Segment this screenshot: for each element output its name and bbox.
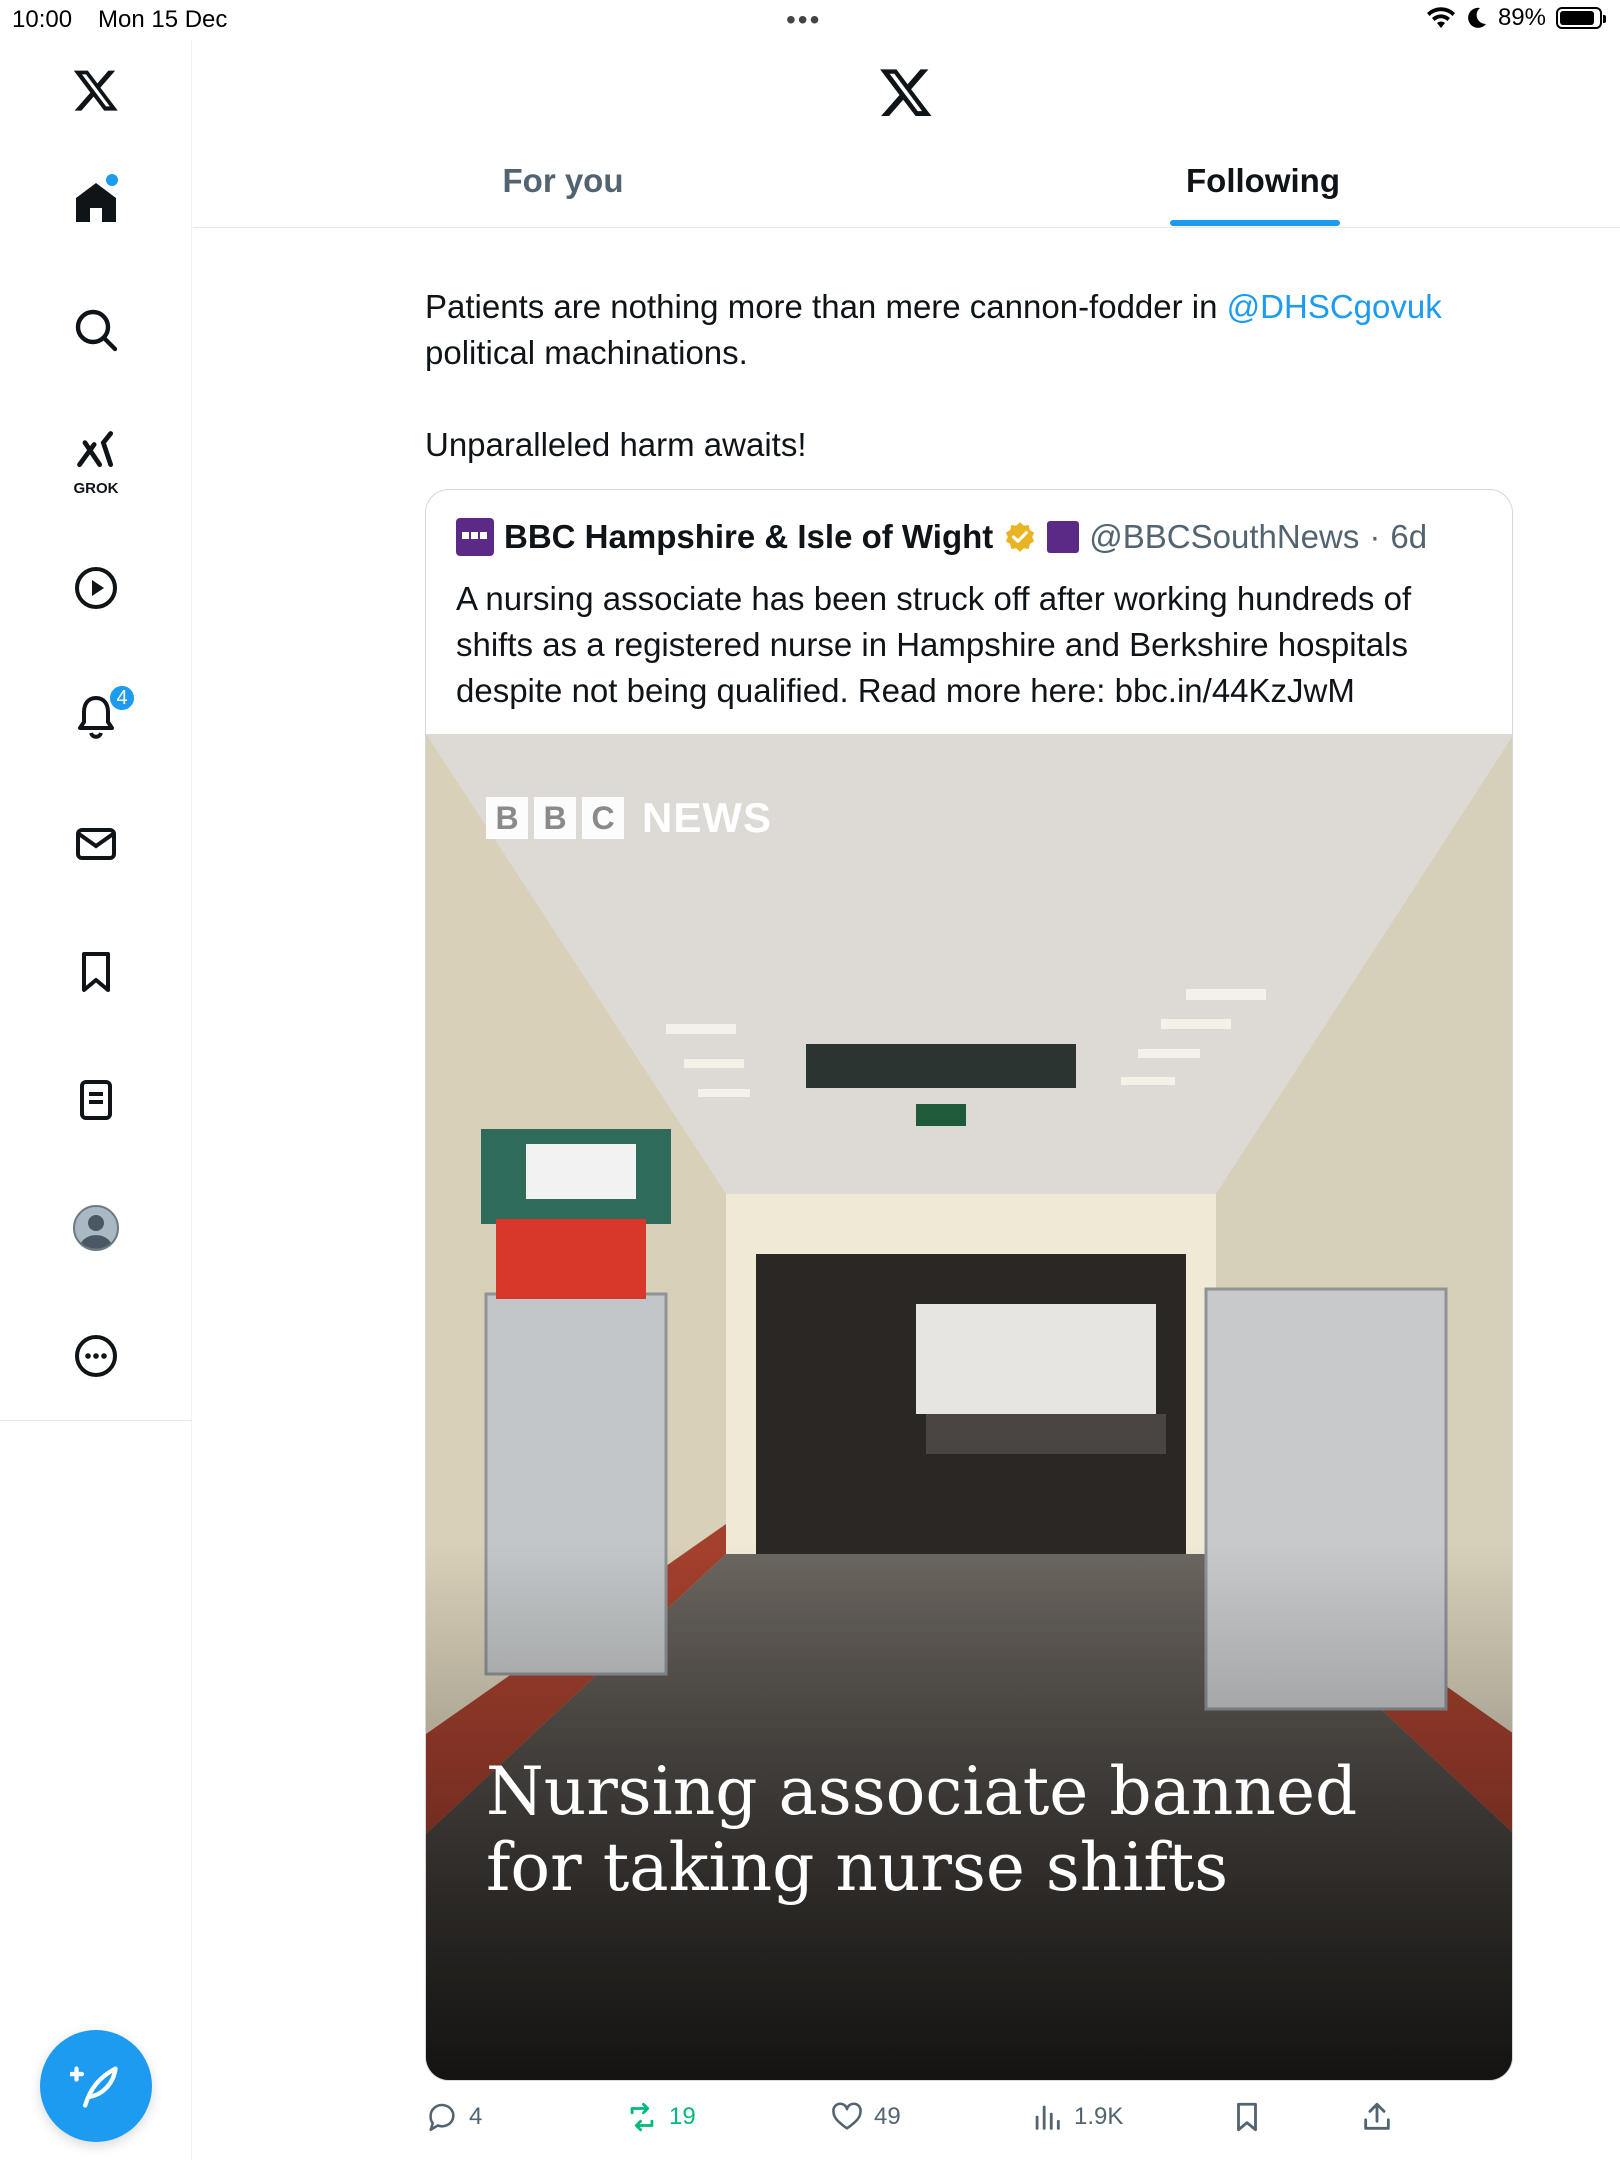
home-unread-dot xyxy=(106,174,118,186)
bbc-letter: B xyxy=(486,797,528,839)
bbc-letter: C xyxy=(582,797,624,839)
post-text-part: Patients are nothing more than mere cannon-fodder in xyxy=(425,288,1227,325)
reply-button[interactable] xyxy=(425,2100,482,2134)
bbc-avatar[interactable] xyxy=(456,518,494,556)
sidebar-item-more[interactable] xyxy=(56,1316,136,1396)
heart-icon xyxy=(830,2100,864,2134)
active-tab-indicator xyxy=(1170,220,1340,226)
moon-icon xyxy=(1466,6,1488,30)
bbc-letter: B xyxy=(534,797,576,839)
verified-badge-icon xyxy=(1003,520,1037,554)
bookmark-button[interactable] xyxy=(1230,2100,1264,2134)
sidebar-divider xyxy=(0,1420,192,1421)
sidebar xyxy=(0,40,192,2160)
sidebar-item-home[interactable] xyxy=(56,162,136,242)
tab-following[interactable]: Following xyxy=(1186,162,1340,199)
repost-count: 19 xyxy=(669,2103,696,2130)
notification-badge: 4 xyxy=(108,684,136,712)
bookmark-icon xyxy=(72,948,120,996)
bbc-mini-logo-icon xyxy=(462,532,488,542)
share-button[interactable] xyxy=(1360,2100,1394,2134)
quoted-post-time: 6d xyxy=(1390,518,1428,555)
status-time: 10:00 xyxy=(12,6,73,33)
like-count: 49 xyxy=(874,2103,901,2130)
list-icon xyxy=(72,1076,120,1124)
status-date: Mon 15 Dec xyxy=(98,6,228,33)
bbc-news-word: NEWS xyxy=(642,794,772,841)
sidebar-item-lists[interactable] xyxy=(56,1060,136,1140)
views-button[interactable] xyxy=(1030,2100,1123,2134)
bbc-news-logo xyxy=(486,794,772,842)
sidebar-item-bookmarks[interactable] xyxy=(56,932,136,1012)
quoted-post-media[interactable] xyxy=(426,734,1513,2081)
sidebar-item-grok[interactable] xyxy=(56,420,136,500)
quoted-author-handle: @BBCSouthNews xyxy=(1089,518,1360,555)
battery-percent: 89% xyxy=(1497,4,1546,31)
timeline-header xyxy=(193,40,1620,228)
sidebar-item-messages[interactable] xyxy=(56,804,136,884)
post-text-part: political machinations. xyxy=(425,334,748,371)
grok-label: GROK xyxy=(73,480,119,497)
sidebar-item-notifications[interactable] xyxy=(56,676,136,756)
header-logo[interactable] xyxy=(878,64,934,125)
affiliate-badge-icon xyxy=(1047,521,1079,553)
media-headline: Nursing associate banned for taking nurse shifts xyxy=(486,1753,1358,1906)
mail-icon xyxy=(72,820,120,868)
sidebar-item-x-logo[interactable] xyxy=(56,50,136,130)
search-icon xyxy=(72,306,120,354)
avatar-icon xyxy=(72,1204,120,1252)
sidebar-item-profile[interactable] xyxy=(56,1188,136,1268)
post-action-bar xyxy=(425,2100,1425,2140)
status-bar xyxy=(0,0,1620,40)
quoted-post-header xyxy=(456,518,1427,556)
quoted-post-text: A nursing associate has been struck off after working hundreds of shifts as a registered nurse in Hampshire and Berkshire hospitals despite not being qualified. Read more here: bbc.in/44KzJwM xyxy=(456,580,1412,709)
repost-button[interactable] xyxy=(625,2100,696,2134)
multitask-dots-icon[interactable]: ••• xyxy=(786,4,822,35)
quoted-author-name[interactable]: BBC Hampshire & Isle of Wight xyxy=(504,518,994,555)
repost-icon xyxy=(625,2100,659,2134)
grok-icon xyxy=(74,428,118,472)
sidebar-item-video[interactable] xyxy=(56,548,136,628)
sidebar-item-explore[interactable] xyxy=(56,290,136,370)
mention-link[interactable]: @DHSCgovuk xyxy=(1226,288,1442,325)
analytics-icon xyxy=(1030,2100,1064,2134)
x-logo-icon xyxy=(878,64,934,120)
status-right xyxy=(1426,4,1602,32)
reply-icon xyxy=(425,2100,459,2134)
quoted-post[interactable] xyxy=(425,489,1513,2081)
separator-dot: · xyxy=(1369,518,1381,555)
share-icon xyxy=(1360,2100,1394,2134)
like-button[interactable] xyxy=(830,2100,901,2134)
more-icon xyxy=(72,1332,120,1380)
battery-icon xyxy=(1556,7,1602,29)
post-text-line2: Unparalleled harm awaits! xyxy=(425,426,807,463)
post-text xyxy=(425,284,1515,376)
reply-count: 4 xyxy=(469,2103,483,2130)
compose-icon xyxy=(70,2060,122,2112)
video-icon xyxy=(72,564,120,612)
tab-for-you[interactable]: For you xyxy=(502,162,624,199)
post-body xyxy=(425,228,1515,468)
battery-fill xyxy=(1560,11,1594,25)
wifi-icon xyxy=(1426,6,1456,30)
view-count: 1.9K xyxy=(1074,2103,1124,2130)
compose-button[interactable] xyxy=(40,2030,152,2142)
bookmark-icon xyxy=(1230,2100,1264,2134)
x-logo-icon xyxy=(72,66,120,114)
